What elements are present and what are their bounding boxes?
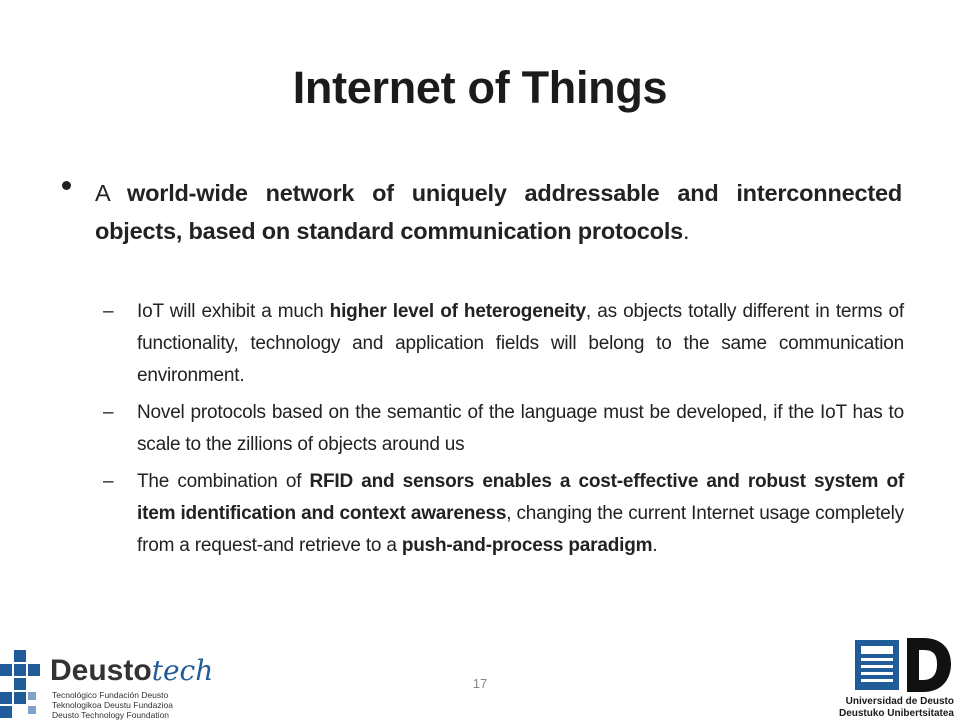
slide-title: Internet of Things [292,62,668,113]
sub-bullet-text: The combination of [137,471,310,492]
sub-bullet-text: Novel protocols based on the semantic of the language must be developed, if the IoT has to scale to the zillions of objects around us [137,402,904,455]
deusto-caption-2: Teknologikoa Deustu Fundazioa [52,700,173,710]
main-bullet-text [95,174,902,250]
university-crest-icon [853,634,953,694]
deusto-logo-captions [52,690,173,720]
university-logo [838,630,960,720]
deusto-pixel-icon [0,640,50,720]
deusto-caption-1: Tecnológico Fundación Deusto [52,690,169,700]
bullet-text-part: A [95,180,128,206]
deusto-logo-suffix: tech [151,654,214,687]
bullet-dot [62,181,71,190]
university-caption-1: Universidad de Deusto [845,696,954,707]
deusto-logo-name: Deusto [50,654,152,687]
sub-bullet-3 [137,466,904,562]
page-number: 17 [472,676,488,691]
sub-bullet-text: , as objects totally different in terms of functionality, technology and application fields will belong to the same communication environment. [137,301,904,386]
sub-bullet-bold-text: RFID and sensors enables a cost-effective and robust system of item identification and context awareness [137,471,904,524]
dash-marker: – [103,471,114,492]
sub-bullet-text: . [652,535,658,556]
dash-marker: – [103,402,114,423]
sub-bullet-1 [137,296,904,392]
bullet-bold-text: world-wide network of uniquely addressable and interconnected objects, based on standard communication protocols [95,180,902,244]
sub-bullet-bold-text: push-and-process paradigm [401,535,653,556]
sub-bullet-2 [137,397,904,461]
sub-bullet-text: , changing the current Internet usage completely from a request-and retrieve to a [137,503,904,556]
sub-bullet-bold-text: higher level of heterogeneity [329,301,586,322]
dash-marker: – [103,301,114,322]
deusto-caption-3: Deusto Technology Foundation [52,710,170,720]
deusto-tech-logo [0,640,240,720]
bullet-text-part: . [683,218,690,244]
sub-bullet-text: IoT will exhibit a much [137,301,330,322]
university-caption-2: Deustuko Unibertsitatea [838,708,954,719]
